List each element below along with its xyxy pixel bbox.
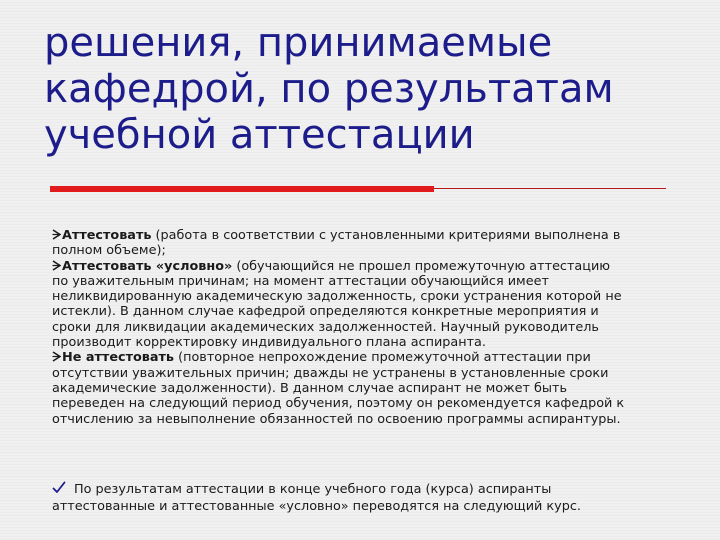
item-text-line: по уважительным причинам; на момент аттестации обучающийся имеет [52, 273, 549, 289]
title-underline-thick [50, 186, 434, 192]
decision-list [52, 228, 684, 427]
item-term: Аттестовать [62, 228, 152, 243]
item-text: (повторное непрохождение промежуточной аттестации при [174, 350, 591, 366]
conclusion-text: По результатам аттестации в конце учебного года (курса) аспиранты [74, 482, 552, 497]
list-item [52, 259, 684, 274]
arrow-bullet-icon [52, 351, 61, 362]
title-underline-thin [434, 188, 666, 189]
item-term: Не аттестовать [62, 350, 175, 366]
item-term: Аттестовать «условно» [62, 258, 233, 274]
list-item [52, 228, 684, 243]
title-line: учебной аттестации [44, 112, 475, 158]
title-line: кафедрой, по результатам [44, 66, 614, 112]
item-text-line: отчислению за невыполнение обязанностей по освоению программы аспирантуры. [52, 411, 621, 427]
item-text-line: отсутствии уважительных причин; дважды не устранены в установленные сроки [52, 365, 609, 381]
checkmark-icon [52, 481, 66, 494]
item-text-line: академические задолженности). В данном случае аспирант не может быть [52, 380, 568, 396]
arrow-bullet-icon [52, 260, 61, 271]
item-text-line: полном объеме); [52, 243, 166, 259]
item-text-line: неликвидированную академическую задолженность, сроки устранения которой не [52, 289, 622, 305]
slide-title [44, 20, 684, 158]
item-text-line: переведен на следующий период обучения, поэтому он рекомендуется кафедрой к [52, 396, 625, 412]
item-text: (работа в соответствии с установленными критериями выполнена в [151, 228, 621, 243]
item-text-line: истекли). В данном случае кафедрой определяются конкретные мероприятия и [52, 304, 599, 320]
list-item [52, 350, 684, 365]
item-text: (обучающийся не прошел промежуточную аттестацию [232, 258, 611, 274]
item-text-line: производит корректировку индивидуального плана аспиранта. [52, 335, 486, 351]
item-text-line: сроки для ликвидации академических задолженностей. Научный руководитель [52, 319, 599, 335]
conclusion-text: аттестованные и аттестованные «условно» переводятся на следующий курс. [52, 499, 581, 514]
conclusion [52, 481, 692, 515]
arrow-bullet-icon [52, 229, 61, 240]
conclusion-line [52, 481, 692, 498]
title-line: решения, принимаемые [44, 20, 553, 66]
